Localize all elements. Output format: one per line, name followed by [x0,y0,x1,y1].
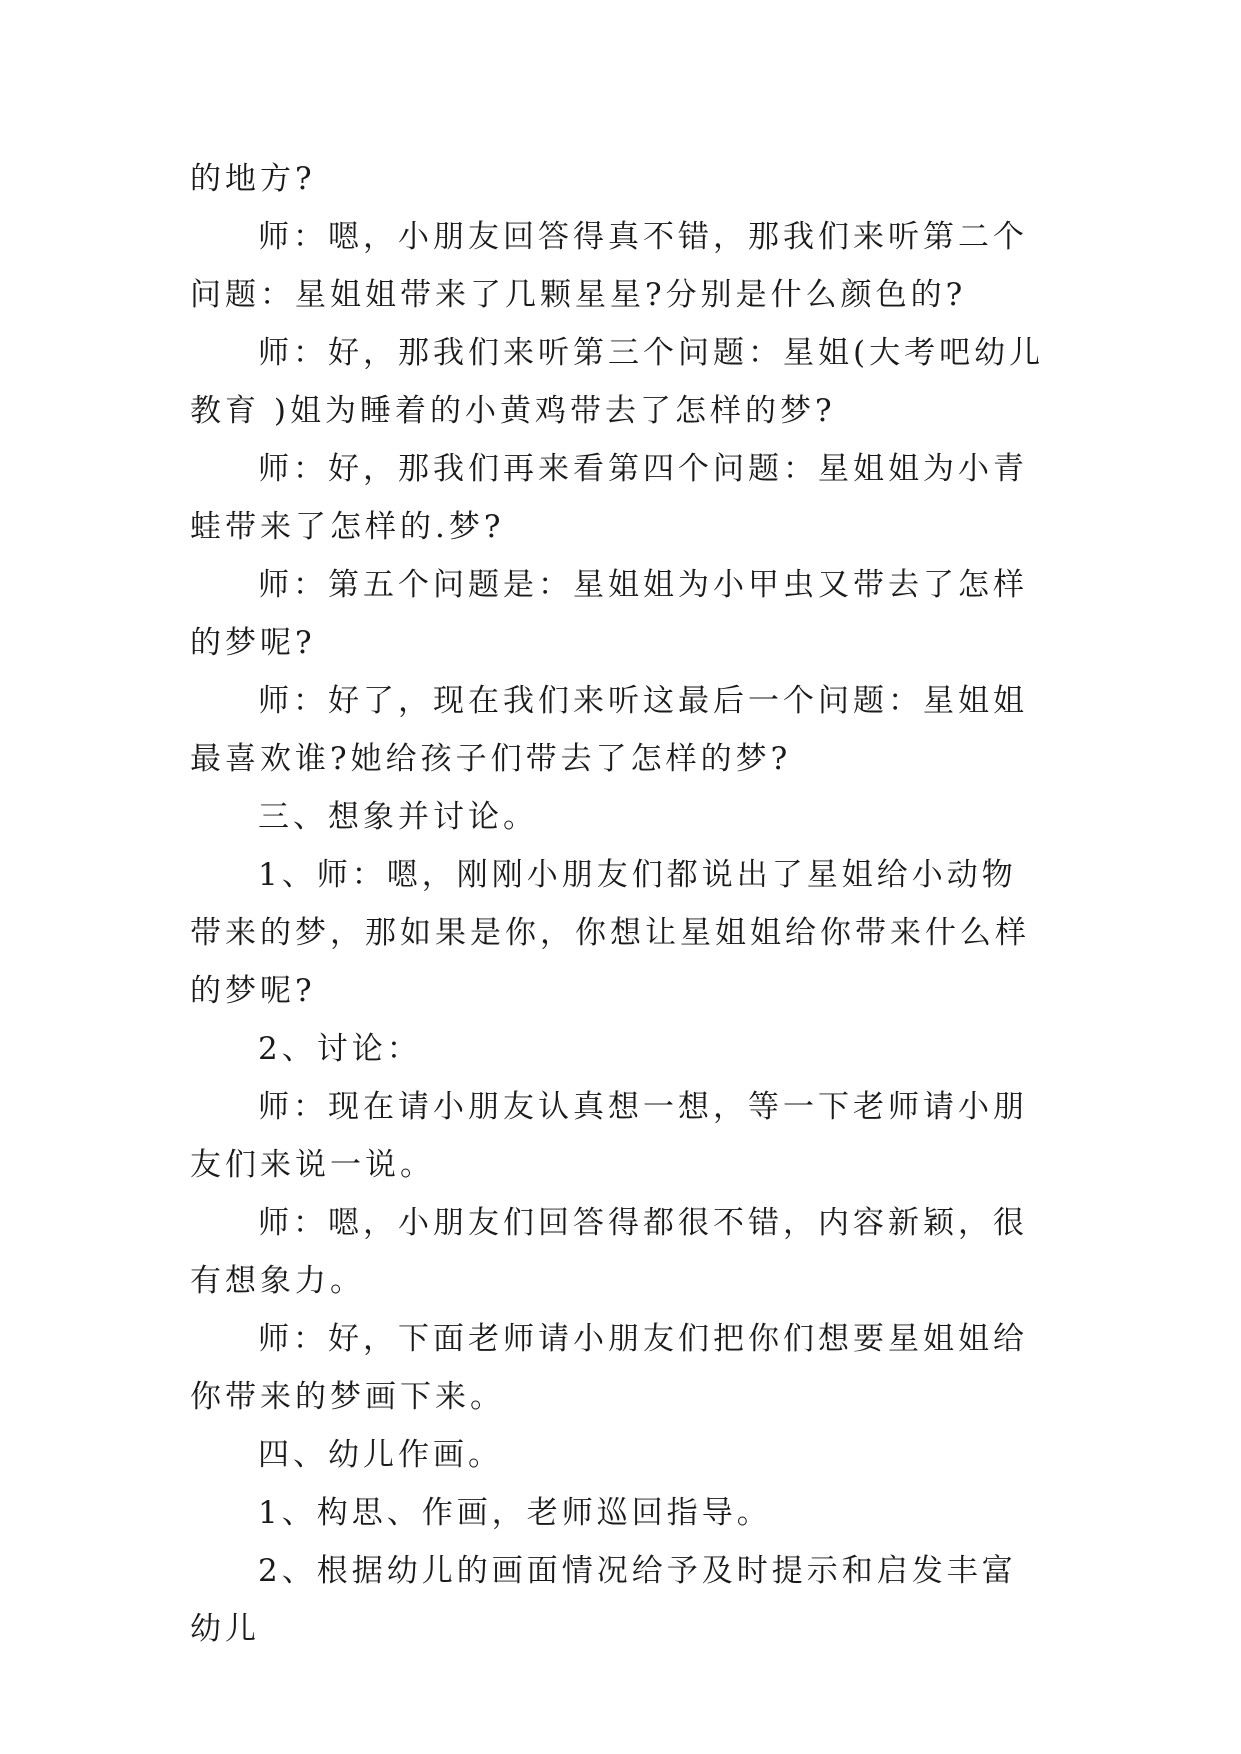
paragraph: 师：嗯，小朋友们回答得都很不错，内容新颖，很有想象力。 [190,1205,1028,1299]
paragraph: 的地方? [190,161,316,197]
paragraph: 1、构思、作画，老师巡回指导。 [258,1495,772,1531]
paragraph: 2、讨论： [258,1031,422,1067]
section-heading: 四、幼儿作画。 [258,1437,503,1473]
paragraph: 师：现在请小朋友认真想一想，等一下老师请小朋友们来说一说。 [190,1089,1028,1183]
body-text [190,150,1050,1658]
paragraph: 2、根据幼儿的画面情况给予及时提示和启发丰富幼儿 [190,1553,1017,1647]
paragraph: 师：好了，现在我们来听这最后一个问题：星姐姐最喜欢谁?她给孩子们带去了怎样的梦? [190,683,1028,777]
paragraph: 师：嗯，小朋友回答得真不错，那我们来听第二个问题：星姐姐带来了几颗星星?分别是什么颜色的? [190,219,1028,313]
paragraph: 师：第五个问题是：星姐姐为小甲虫又带去了怎样的梦呢? [190,567,1028,661]
section-heading: 三、想象并讨论。 [258,799,538,835]
paragraph: 师：好，那我们再来看第四个问题：星姐姐为小青蛙带来了怎样的.梦? [190,451,1028,545]
paragraph: 师：好，那我们来听第三个问题：星姐(大考吧幼儿教育 )姐为睡着的小黄鸡带去了怎样的梦? [190,335,1045,429]
paragraph: 1、师：嗯，刚刚小朋友们都说出了星姐给小动物带来的梦，那如果是你，你想让星姐姐给你带来什么样的梦呢? [190,857,1030,1009]
paragraph: 师：好，下面老师请小朋友们把你们想要星姐姐给你带来的梦画下来。 [190,1321,1028,1415]
